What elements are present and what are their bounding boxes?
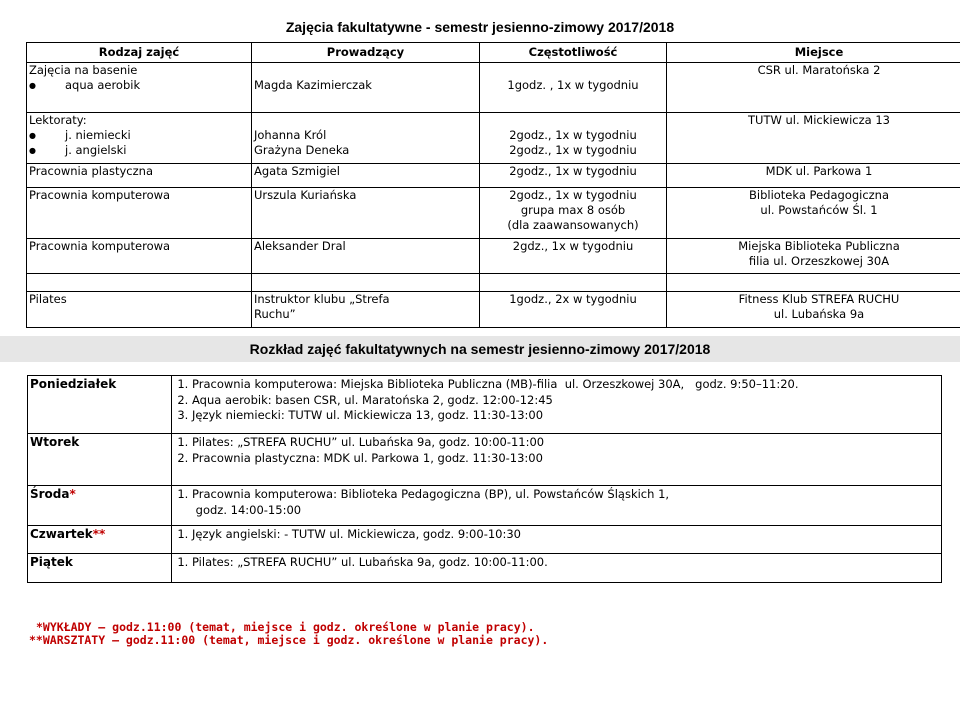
classes-table-row <box>27 292 960 328</box>
cell-place-line: ul. Lubańska 9a <box>773 307 865 321</box>
cell-teacher-line: Agata Szmigiel <box>254 164 340 178</box>
cell-place <box>667 113 960 164</box>
schedule-day-cell <box>28 376 172 434</box>
cell-teacher <box>252 63 480 113</box>
cell-frequency-line: grupa max 8 osób <box>520 203 626 217</box>
cell-frequency-line: 2gdz., 1x w tygodniu <box>512 239 634 253</box>
cell-type <box>27 164 252 188</box>
cell-place <box>667 188 960 239</box>
cell-frequency <box>480 63 667 113</box>
cell-teacher <box>252 274 480 292</box>
schedule-day-cell <box>28 434 172 486</box>
cell-teacher <box>252 188 480 239</box>
cell-type <box>27 63 252 113</box>
cell-frequency-line: 1godz. , 1x w tygodniu <box>507 78 639 92</box>
schedule-day: Poniedziałek <box>30 377 117 391</box>
cell-place-line: Miejska Biblioteka Publiczna <box>738 239 900 253</box>
note-workshops: **WARSZTATY – godz.11:00 (temat, miejsce i godz. określone w planie pracy). <box>29 633 549 647</box>
schedule-day: Wtorek <box>30 435 80 449</box>
cell-frequency <box>480 113 667 164</box>
schedule-row <box>28 486 942 526</box>
cell-teacher <box>252 113 480 164</box>
cell-frequency <box>480 188 667 239</box>
cell-frequency-line: 2godz., 1x w tygodniu <box>509 128 637 142</box>
cell-teacher <box>252 292 480 328</box>
schedule-day-mark: * <box>69 487 76 501</box>
classes-table-row <box>27 239 960 274</box>
note-lectures: *WYKŁADY – godz.11:00 (temat, miejsce i godz. określone w planie pracy). <box>36 620 535 634</box>
classes-table-header <box>27 43 960 63</box>
cell-frequency-line: (dla zaawansowanych) <box>507 218 639 232</box>
schedule-item: 1. Pilates: „STREFA RUCHU” ul. Lubańska 9a, godz. 10:00-11:00. <box>192 555 939 571</box>
schedule-item: 2. Pracownia plastyczna: MDK ul. Parkowa 1, godz. 11:30-13:00 <box>192 451 939 467</box>
schedule-items-cell <box>172 526 942 554</box>
classes-table-row <box>27 274 960 292</box>
schedule-list <box>174 487 939 518</box>
schedule-row <box>28 526 942 554</box>
cell-teacher-line: Instruktor klubu „Strefa <box>254 292 390 306</box>
cell-place <box>667 239 960 274</box>
cell-type <box>27 274 252 292</box>
schedule-day: Środa <box>30 487 70 501</box>
schedule-day-mark: ** <box>92 527 106 541</box>
classes-table-row <box>27 164 960 188</box>
cell-type <box>27 239 252 274</box>
cell-frequency-line: 2godz., 1x w tygodniu <box>509 188 637 202</box>
schedule-items-cell <box>172 376 942 434</box>
schedule-row <box>28 376 942 434</box>
schedule-item: 1. Pracownia komputerowa: Biblioteka Pedagogiczna (BP), ul. Powstańców Śląskich 1, godz. 14:00-15:00 <box>192 487 939 518</box>
schedule-list <box>174 435 939 466</box>
cell-type <box>27 188 252 239</box>
class-type-title: Zajęcia na basenie <box>29 63 138 77</box>
schedule-day: Czwartek <box>30 527 93 541</box>
class-type-item: ● aqua aerobik <box>29 78 249 93</box>
classes-table <box>26 42 960 328</box>
cell-place-line: filia ul. Orzeszkowej 30A <box>748 254 890 268</box>
cell-place-line: TUTW ul. Mickiewicza 13 <box>748 113 890 127</box>
header-frequency: Częstotliwość <box>480 43 667 63</box>
cell-place <box>667 274 960 292</box>
class-type-title: Pracownia plastyczna <box>29 164 154 178</box>
header-place: Miejsce <box>667 43 960 63</box>
class-type-title: Pilates <box>29 292 67 306</box>
cell-place-line: Biblioteka Pedagogiczna <box>748 188 890 202</box>
schedule-item: 1. Pilates: „STREFA RUCHU” ul. Lubańska 9a, godz. 10:00-11:00 <box>192 435 939 451</box>
schedule-items-cell <box>172 554 942 583</box>
schedule-table <box>27 375 942 583</box>
cell-frequency <box>480 274 667 292</box>
cell-frequency <box>480 239 667 274</box>
cell-frequency-line: 2godz., 1x w tygodniu <box>509 143 637 157</box>
cell-frequency <box>480 292 667 328</box>
schedule-row <box>28 434 942 486</box>
class-type-title: Pracownia komputerowa <box>29 188 171 202</box>
class-type-title: Pracownia komputerowa <box>29 239 171 253</box>
class-type-item: ● j. niemiecki <box>29 128 249 143</box>
classes-title: Zajęcia fakultatywne - semestr jesienno-zimowy 2017/2018 <box>285 19 675 35</box>
schedule-day-cell <box>28 486 172 526</box>
schedule-row <box>28 554 942 583</box>
cell-teacher-line: Aleksander Dral <box>254 239 346 253</box>
header-teacher: Prowadzący <box>252 43 480 63</box>
cell-teacher-line: Magda Kazimierczak <box>254 78 372 92</box>
schedule-item: 3. Język niemiecki: TUTW ul. Mickiewicza 13, godz. 11:30-13:00 <box>192 408 939 424</box>
cell-place <box>667 63 960 113</box>
cell-frequency <box>480 164 667 188</box>
cell-teacher <box>252 239 480 274</box>
cell-place-line: CSR ul. Maratońska 2 <box>757 63 881 77</box>
cell-teacher-line: Grażyna Deneka <box>254 143 350 157</box>
schedule-day-cell <box>28 554 172 583</box>
schedule-list <box>174 527 939 543</box>
cell-frequency-line: 1godz., 2x w tygodniu <box>509 292 637 306</box>
schedule-list <box>174 555 939 571</box>
cell-type <box>27 292 252 328</box>
cell-type <box>27 113 252 164</box>
schedule-title: Rozkład zajęć fakultatywnych na semestr jesienno-zimowy 2017/2018 <box>249 341 711 357</box>
header-type: Rodzaj zajęć <box>27 43 252 63</box>
cell-frequency-line: 2godz., 1x w tygodniu <box>509 164 637 178</box>
classes-table-row <box>27 63 960 113</box>
schedule-item: 2. Aqua aerobik: basen CSR, ul. Maratońska 2, godz. 12:00-12:45 <box>192 393 939 409</box>
cell-teacher <box>252 164 480 188</box>
cell-place <box>667 292 960 328</box>
classes-table-row <box>27 113 960 164</box>
cell-teacher-line: Urszula Kuriańska <box>254 188 357 202</box>
cell-place-line: ul. Powstańców Śl. 1 <box>760 203 878 217</box>
cell-place-line: MDK ul. Parkowa 1 <box>765 164 873 178</box>
class-type-item: ● j. angielski <box>29 143 249 158</box>
cell-teacher-line: Ruchu” <box>254 307 296 321</box>
class-type-title: Lektoraty: <box>29 113 87 127</box>
schedule-list <box>174 377 939 424</box>
cell-place-line: Fitness Klub STREFA RUCHU <box>738 292 900 306</box>
schedule-item: 1. Język angielski: - TUTW ul. Mickiewicza, godz. 9:00-10:30 <box>192 527 939 543</box>
schedule-items-cell <box>172 486 942 526</box>
schedule-items-cell <box>172 434 942 486</box>
cell-teacher-line: Johanna Król <box>254 128 327 142</box>
schedule-day-cell <box>28 526 172 554</box>
cell-place <box>667 164 960 188</box>
classes-table-row <box>27 188 960 239</box>
schedule-day: Piątek <box>30 555 73 569</box>
schedule-item: 1. Pracownia komputerowa: Miejska Biblioteka Publiczna (MB)-filia ul. Orzeszkowej 30A, godz. 9:50–11:20. <box>192 377 939 393</box>
